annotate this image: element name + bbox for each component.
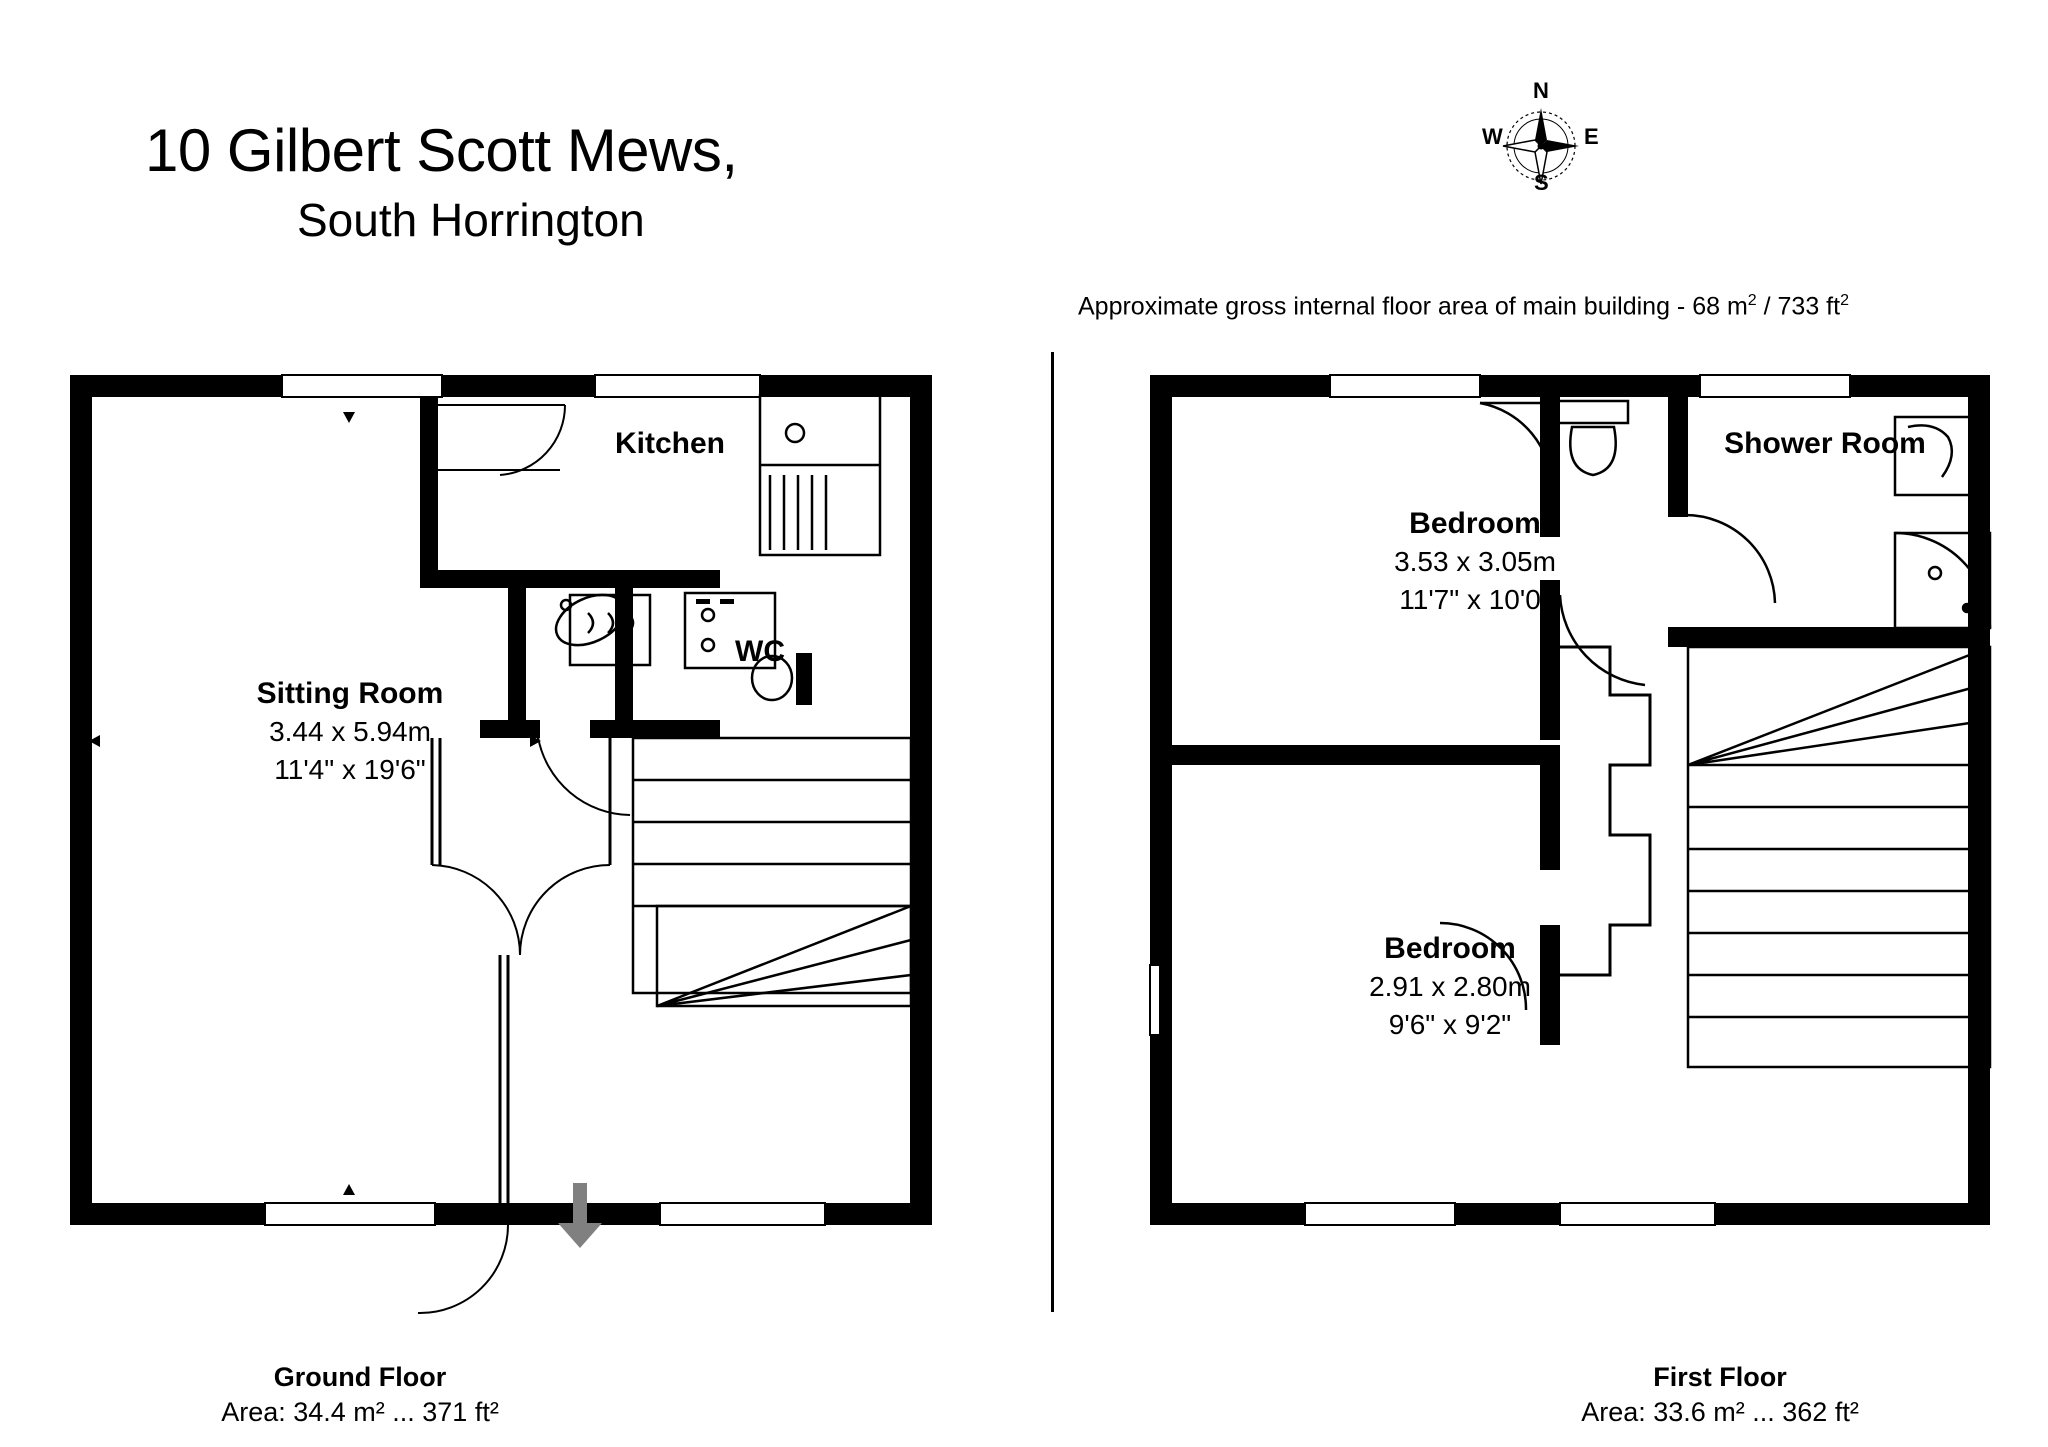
room-label-bedroom-1 xyxy=(1315,505,1635,619)
compass-label-west: W xyxy=(1482,124,1503,149)
room-label-bedroom-2 xyxy=(1290,930,1610,1044)
bedroom-2-dim-imperial: 9'6" x 9'2" xyxy=(1388,1009,1512,1040)
gross-area-note xyxy=(1078,292,1849,321)
first-floor-caption-area: Area: 33.6 m² ... 362 ft² xyxy=(1581,1397,1859,1427)
gross-area-sup-metric: 2 xyxy=(1747,292,1757,309)
title-line-1: 10 Gilbert Scott Mews, xyxy=(145,117,738,184)
ground-door-swings xyxy=(418,405,630,1313)
vertical-divider xyxy=(1051,352,1054,1312)
ground-staircase xyxy=(633,738,911,1006)
kitchen-name: Kitchen xyxy=(614,427,725,460)
title-line-2: South Horrington xyxy=(297,194,645,246)
sitting-room-dim-metric: 3.44 x 5.94m xyxy=(269,716,431,747)
compass-label-north: N xyxy=(1533,78,1549,103)
room-label-sitting-room xyxy=(190,675,510,789)
ground-floor-caption-name: Ground Floor xyxy=(273,1362,447,1392)
sitting-room-name: Sitting Room xyxy=(256,677,444,710)
gross-area-text-before: Approximate gross internal floor area of main building - 68 m xyxy=(1078,292,1748,321)
ground-partitions xyxy=(432,738,610,1207)
first-door-swings xyxy=(1440,403,1775,1010)
ground-floor-caption xyxy=(10,1360,710,1430)
first-staircase xyxy=(1688,647,1990,1067)
bedroom-1-name: Bedroom xyxy=(1409,507,1541,540)
gross-area-text-middle: / 733 ft xyxy=(1756,292,1841,321)
first-floor-plan xyxy=(1140,365,2020,1315)
room-label-wc xyxy=(700,633,820,671)
ground-floor-caption-area: Area: 34.4 m² ... 371 ft² xyxy=(221,1397,499,1427)
ground-direction-arrows xyxy=(89,412,541,1195)
bedroom-1-dim-metric: 3.53 x 3.05m xyxy=(1394,546,1556,577)
compass-rose xyxy=(1476,78,1606,218)
bedroom-2-name: Bedroom xyxy=(1384,932,1516,965)
page-title xyxy=(145,118,965,248)
compass-label-east: E xyxy=(1584,124,1599,149)
compass-label-south: S xyxy=(1534,170,1549,195)
first-floor-caption-name: First Floor xyxy=(1653,1362,1787,1392)
ground-floor-plan xyxy=(60,365,990,1315)
bedroom-2-dim-metric: 2.91 x 2.80m xyxy=(1369,971,1531,1002)
room-label-kitchen xyxy=(560,425,780,463)
first-floor-caption xyxy=(1400,1360,2040,1430)
first-walls xyxy=(1150,375,1990,1225)
room-label-shower-room xyxy=(1710,425,1940,463)
gross-area-sup-imperial: 2 xyxy=(1840,292,1849,309)
landing-partition xyxy=(1560,647,1650,975)
bedroom-1-dim-imperial: 11'7" x 10'0" xyxy=(1399,584,1551,615)
ground-floor-drawing xyxy=(60,365,990,1315)
shower-room-name: Shower Room xyxy=(1724,427,1926,460)
sitting-room-dim-imperial: 11'4" x 19'6" xyxy=(274,754,426,785)
wc-name: WC xyxy=(735,635,785,668)
